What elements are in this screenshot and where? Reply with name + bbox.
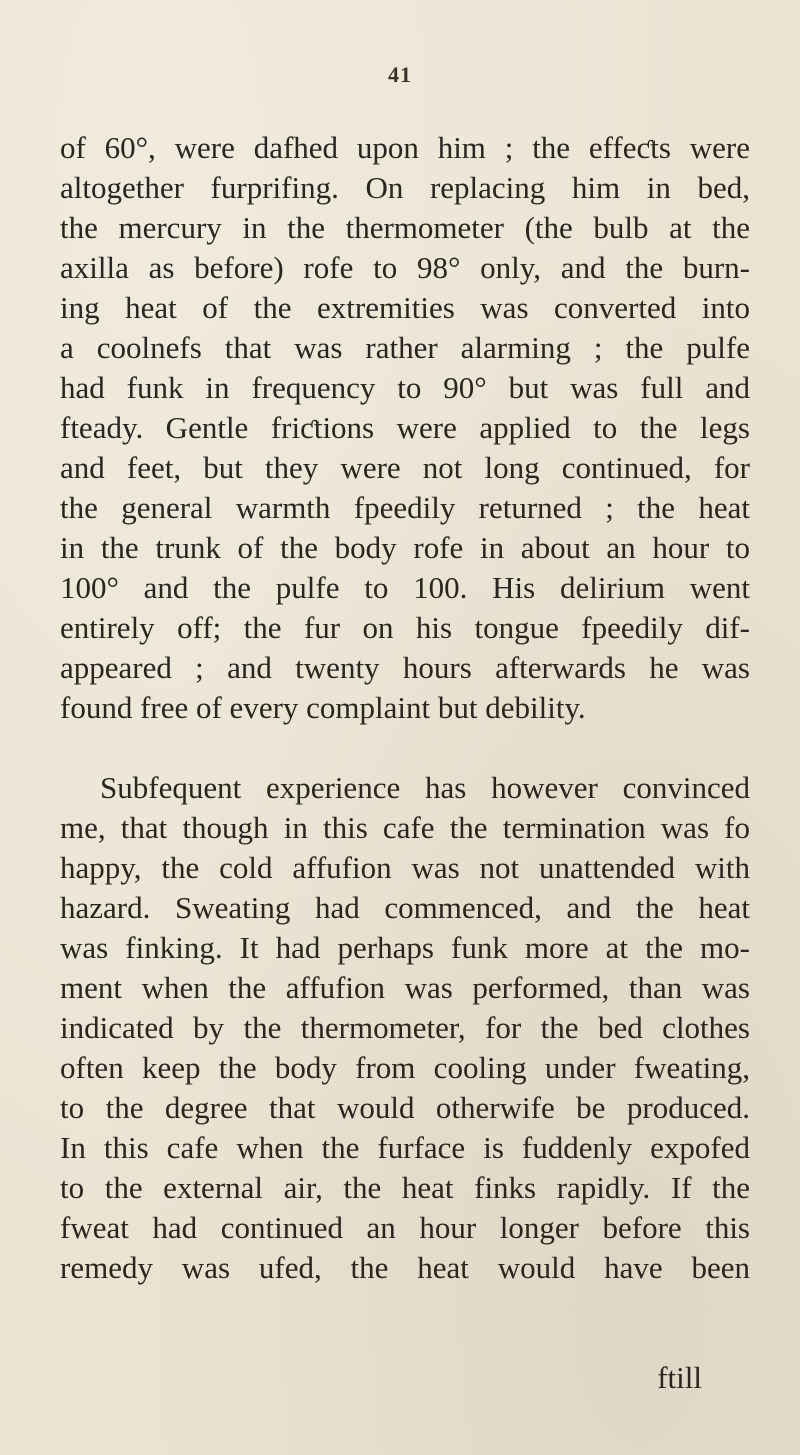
text-line: ment when the affufion was performed, than was: [60, 970, 750, 1005]
catchword-block: [60, 1358, 750, 1398]
paragraph-2: [60, 768, 750, 1288]
text-line: me, that though in this cafe the termination was fo: [60, 810, 750, 845]
text-line: entirely off; the fur on his tongue fpeedily dif-: [60, 610, 750, 645]
text-line: fweat had continued an hour longer before this: [60, 1210, 750, 1245]
text-line: in the trunk of the body rofe in about an hour to: [60, 530, 750, 565]
text-line: remedy was ufed, the heat would have been: [60, 1250, 750, 1285]
text-line: the general warmth fpeedily returned ; the heat: [60, 490, 750, 525]
text-line: altogether furprifing. On replacing him in bed,: [60, 170, 750, 205]
text-line: a coolnefs that was rather alarming ; the pulfe: [60, 330, 750, 365]
text-line: indicated by the thermometer, for the bed clothes: [60, 1010, 750, 1045]
text-line: the mercury in the thermometer (the bulb at the: [60, 210, 750, 245]
text-line: ing heat of the extremities was converted into: [60, 290, 750, 325]
text-line: of 60°, were dafhed upon him ; the effeƈts were: [60, 130, 750, 165]
text-line: found free of every complaint but debility.: [60, 690, 586, 725]
text-line: had funk in frequency to 90° but was full and: [60, 370, 750, 405]
text-line: happy, the cold affufion was not unattended with: [60, 850, 750, 885]
text-line: and feet, but they were not long continued, for: [60, 450, 750, 485]
text-line: fteady. Gentle friƈtions were applied to the legs: [60, 410, 750, 445]
paragraph-1: [60, 128, 750, 728]
page-number: 41: [388, 62, 412, 87]
text-line: Subfequent experience has however convinced: [100, 770, 750, 805]
text-line: In this cafe when the furface is fuddenly expofed: [60, 1130, 750, 1165]
text-line: 100° and the pulfe to 100. His delirium went: [60, 570, 750, 605]
text-line: to the degree that would otherwife be produced.: [60, 1090, 750, 1125]
text-line: often keep the body from cooling under fweating,: [60, 1050, 750, 1085]
text-line: appeared ; and twenty hours afterwards he was: [60, 650, 750, 685]
text-line: to the external air, the heat finks rapidly. If the: [60, 1170, 750, 1205]
text-line: hazard. Sweating had commenced, and the heat: [60, 890, 750, 925]
text-line: axilla as before) rofe to 98° only, and the burn-: [60, 250, 750, 285]
text-line: was finking. It had perhaps funk more at the mo-: [60, 930, 750, 965]
catchword: ftill: [657, 1360, 702, 1395]
